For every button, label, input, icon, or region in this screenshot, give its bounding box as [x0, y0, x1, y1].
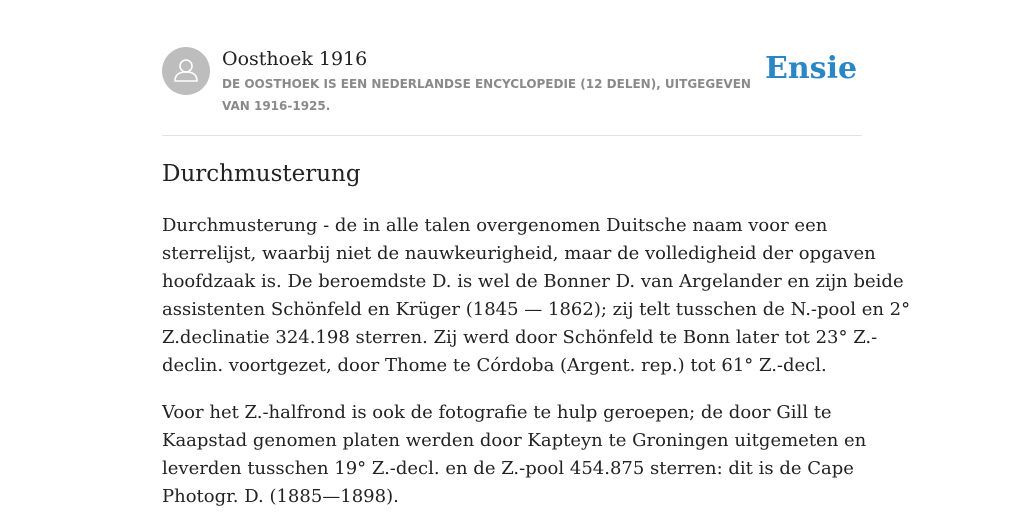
- paragraph-line: Photogr. D. (1885—1898).: [162, 486, 399, 507]
- divider: [162, 135, 862, 136]
- paragraph-line: Z.declinatie 324.198 sterren. Zij werd door Schönfeld te Bonn later tot 23° Z.-: [162, 327, 878, 348]
- paragraph-line: Durchmusterung - de in alle talen overgenomen Duitsche naam voor een: [162, 215, 828, 236]
- article-paragraph: [162, 212, 911, 380]
- user-silhouette-icon: [162, 47, 210, 95]
- paragraph-line: assistenten Schönfeld en Krüger (1845 — 1862); zij telt tusschen de N.-pool en 2°: [162, 299, 911, 320]
- paragraph-line: leverden tusschen 19° Z.-decl. en de Z.-pool 454.875 sterren: dit is de Cape: [162, 458, 854, 479]
- source-name[interactable]: Oosthoek 1916: [222, 48, 368, 70]
- paragraph-line: sterrelijst, waarbij niet de nauwkeurigheid, maar de volledigheid der opgaven: [162, 243, 876, 264]
- source-description: DE OOSTHOEK IS EEN NEDERLANDSE ENCYCLOPEDIE (12 DELEN), UITGEGEVEN VAN 1916-1925.: [222, 77, 751, 113]
- paragraph-line: Voor het Z.-halfrond is ook de fotografie te hulp geroepen; de door Gill te: [162, 402, 832, 423]
- article-paragraph: [162, 399, 867, 511]
- avatar[interactable]: [162, 47, 210, 95]
- source-header: [162, 47, 862, 117]
- paragraph-line: hoofdzaak is. De beroemdste D. is wel de Bonner D. van Argelander en zijn beide: [162, 271, 904, 292]
- paragraph-line: Kaapstad genomen platen werden door Kapteyn te Groningen uitgemeten en: [162, 430, 867, 451]
- brand-logo[interactable]: Ensie: [765, 51, 858, 86]
- article-title: Durchmusterung: [162, 161, 361, 187]
- paragraph-line: declin. voortgezet, door Thome te Córdoba (Argent. rep.) tot 61° Z.-decl.: [162, 355, 827, 376]
